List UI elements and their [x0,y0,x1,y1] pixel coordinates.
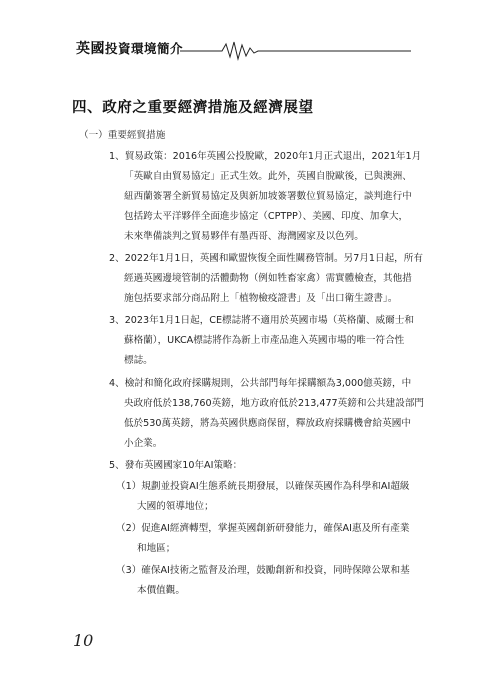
list-item-4-line-3: 低於530萬英鎊，將為英國供應商保留，釋放政府採購機會給英國中 [124,418,411,429]
list-item-1-line-1: 1、貿易政策：2016年英國公投脫歐，2020年1月正式退出，2021年1月 [109,151,422,162]
header-pulse-line [76,38,411,62]
list-item-1-line-2: 「英歐自由貿易協定」正式生效。此外，英國自脫歐後，已與澳洲、 [124,171,412,182]
sub-item-3-line-2: 本價值觀。 [137,585,185,596]
header-title-small: 投資環境簡介 [105,41,184,56]
sub-item-2-line-2: 和地區； [137,543,176,554]
list-item-2-line-1: 2、2022年1月1日，英國和歐盟恢復全面性關務管制。另7月1日起，所有 [109,253,423,264]
running-header [76,38,411,62]
sub-item-1-line-1: （1）規劃並投資AI生態系統長期發展，以確保英國作為科學和AI超級 [116,481,410,492]
list-item-1-line-4: 包括跨太平洋夥伴全面進步協定（CPTPP）、美國、印度、加拿大， [124,211,409,222]
page-number: 10 [73,631,94,650]
list-item-3-line-3: 標誌。 [124,355,153,366]
list-item-3-line-2: 蘇格蘭），UKCA標誌將作為新上市產品進入英國市場的唯一符合性 [124,335,405,346]
list-item-1-line-5: 未來準備談判之貿易夥伴有墨西哥、海灣國家及以色列。 [124,231,364,242]
subsection-heading: （一）重要經貿措施 [79,130,166,141]
header-title-big: 英國 [76,41,105,57]
sub-item-1-line-2: 大國的領導地位； [137,501,214,512]
list-item-4-line-1: 4、檢討和簡化政府採購規則，公共部門每年採購額為3,000億英鎊，中 [109,378,412,389]
list-item-4-line-4: 小企業。 [124,438,163,449]
list-item-5-line-1: 5、發布英國國家10年AI策略： [109,460,243,471]
list-item-2-line-2: 經過英國邊境管制的活體動物（例如牲畜家禽）需實體檢查，其他措 [124,273,412,284]
list-item-4-line-2: 央政府低於138,760英鎊，地方政府低於213,477英鎊和公共建設部門 [124,398,425,409]
section-heading: 四、政府之重要經濟措施及經濟展望 [72,99,314,116]
list-item-2-line-3: 施包括要求部分商品附上「植物檢疫證書」及「出口衛生證書」。 [124,293,398,304]
sub-item-3-line-1: （3）確保AI技術之監督及治理，鼓勵創新和投資，同時保障公眾和基 [116,565,410,576]
sub-item-2-line-1: （2）促進AI經濟轉型，掌握英國創新研發能力，確保AI惠及所有產業 [116,523,410,534]
list-item-1-line-3: 紐西蘭簽署全新貿易協定及與新加坡簽署數位貿易協定，談判進行中 [124,191,412,202]
list-item-3-line-1: 3、2023年1月1日起，CE標誌將不適用於英國市場（英格蘭、威爾士和 [109,315,414,326]
